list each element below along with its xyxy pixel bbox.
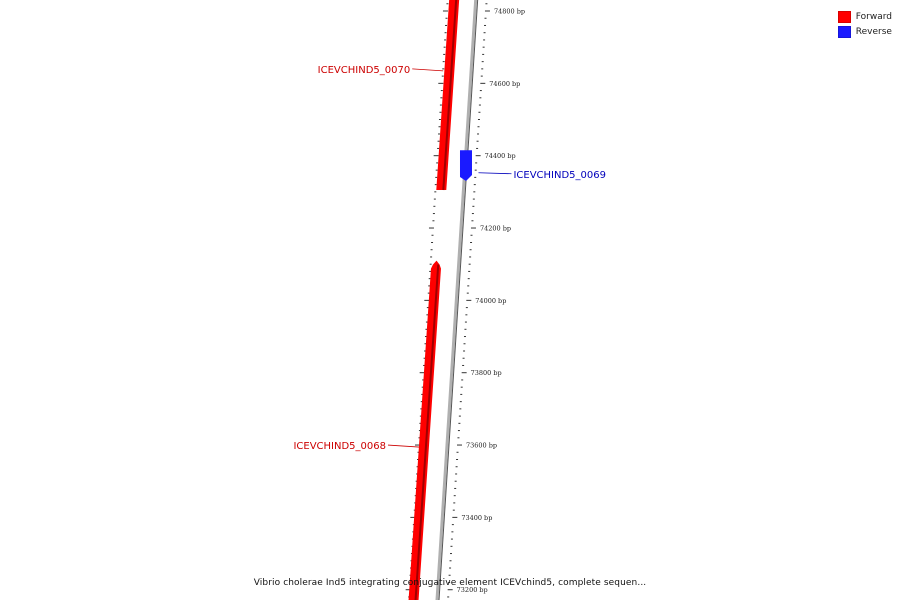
gene-label[interactable]: ICEVCHIND5_0068 — [293, 441, 386, 453]
leader-line — [412, 69, 443, 71]
tick-label: 74600 bp — [489, 79, 521, 88]
tick-label: 74000 bp — [475, 296, 507, 305]
legend-item-forward — [838, 9, 892, 24]
tick-label: 73600 bp — [465, 441, 498, 450]
gene-arrow[interactable] — [436, 0, 460, 190]
tick-label: 74800 bp — [493, 7, 526, 16]
leader-line — [478, 173, 511, 174]
reverse-swatch — [838, 26, 851, 38]
gene-label[interactable]: ICEVCHIND5_0070 — [317, 64, 411, 76]
forward-swatch — [838, 11, 851, 23]
gene-label[interactable]: ICEVCHIND5_0069 — [513, 169, 607, 181]
legend-item-reverse — [838, 24, 892, 39]
tick-label: 73800 bp — [470, 369, 502, 378]
sequence-backbone — [437, 0, 478, 600]
gene-icevchind5-0069[interactable] — [460, 150, 606, 181]
tick-label: 74400 bp — [484, 152, 516, 161]
gene-arrow[interactable] — [460, 150, 472, 181]
tick-label: 73400 bp — [461, 513, 493, 522]
gene-icevchind5-0068[interactable] — [293, 261, 441, 600]
gene-icevchind5-0070[interactable] — [318, 0, 460, 190]
sequence-caption: Vibrio cholerae Ind5 integrating conjugative element ICEVchind5, complete sequen... — [253, 578, 647, 588]
tick-label: 73200 bp — [456, 586, 488, 595]
legend-label-reverse: Reverse — [855, 26, 892, 37]
legend-label-forward: Forward — [855, 11, 892, 22]
strand-legend — [838, 9, 892, 39]
gene-features — [293, 0, 606, 600]
tick-label: 74200 bp — [479, 224, 512, 233]
leader-line — [388, 445, 419, 447]
